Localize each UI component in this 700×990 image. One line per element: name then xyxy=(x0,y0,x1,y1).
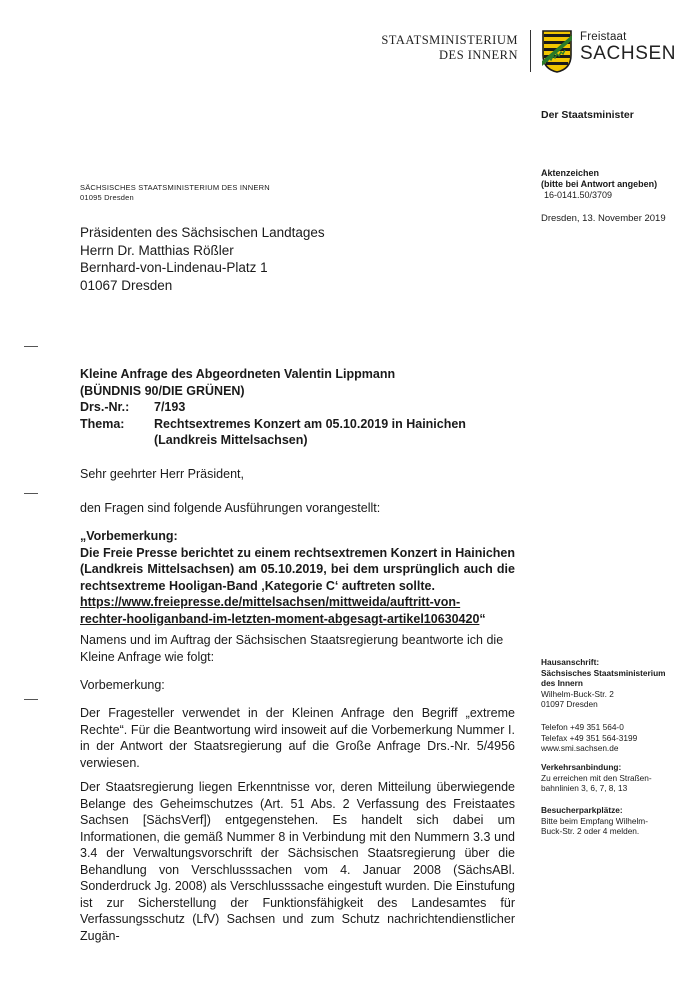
intro-text: den Fragen sind folgende Ausführungen vorangestellt: xyxy=(80,501,381,515)
address-line1: Sächsisches Staatsministerium xyxy=(541,667,666,678)
sidebar-address xyxy=(541,657,681,710)
transport-line2: bahnlinien 3, 6, 7, 8, 13 xyxy=(541,783,628,794)
drs-row xyxy=(80,399,520,416)
drs-label: Drs.-Nr.: xyxy=(80,400,130,414)
reference-hint: (bitte bei Antwort angeben) xyxy=(541,179,658,189)
sender-line1: SÄCHSISCHES STAATSMINISTERIUM DES INNERN xyxy=(80,183,270,192)
sender-line2: 01095 Dresden xyxy=(80,192,134,202)
fold-mark xyxy=(24,699,38,700)
fold-mark xyxy=(24,493,38,494)
transport-label: Verkehrsanbindung: xyxy=(541,762,622,772)
salutation: Sehr geehrter Herr Präsident, xyxy=(80,467,244,481)
remark-heading: Vorbemerkung: xyxy=(80,678,165,692)
quote-heading: „Vorbemerkung: xyxy=(80,529,178,543)
paragraph-2: Der Staatsregierung liegen Erkenntnisse vor, deren Mitteilung überwiegende Belange des Geheimschutzes (Art. 51 Abs. 2 Verfassung des Freistaates Sachsen [SächsVerf]) entgegenstehen. Es handelt sich dabei um Informationen, die gemäß Nummer 8 in Verbindung mit den Nummern 3.3 und 3.4 der Verwaltungsvorschrift der Sächsischen Staatsregierung über die Behandlung von Verschlusssachen vom 4. Januar 2008 (SächsABl. Sonderdruck Jg. 2008) als Verschlusssache eingestuft wurden. Die Einstufung ist zur Sicherstellung der Funktionsfähigkeit des Landesamtes für Verfassungsschutz (LfV) Sachsen und zum Schutz nachrichtendienstlicher Zugän- xyxy=(80,780,515,943)
recipient-line3: Bernhard-von-Lindenau-Platz 1 xyxy=(80,260,268,275)
parking-label: Besucherparkplätze: xyxy=(541,805,623,815)
topic-value: Rechtsextremes Konzert am 05.10.2019 in Hainichen (Landkreis Mittelsachsen) xyxy=(154,416,466,447)
address-line2: des Innern xyxy=(541,678,583,689)
brand-sachsen: SACHSEN xyxy=(580,43,677,64)
paragraph-1: Der Fragesteller verwendet in der Kleinen Anfrage den Begriff „extreme Rechte“. Für die Beantwortung wird insoweit auf die Vorbemerkung Nummer I. in der Antwort der Staatsregierung auf die Große Anfrage Drs.-Nr. 5/4956 verwiesen. xyxy=(80,706,515,770)
sidebar-contact xyxy=(541,722,681,754)
reference-label: Aktenzeichen xyxy=(541,168,600,178)
address-line3: Wilhelm-Buck-Str. 2 xyxy=(541,688,614,699)
transport-line1: Zu erreichen mit den Straßen- xyxy=(541,772,652,783)
minister-title: Der Staatsminister xyxy=(541,109,634,121)
reference-block xyxy=(541,168,657,201)
letter-date: Dresden, 13. November 2019 xyxy=(541,213,666,224)
sidebar-parking xyxy=(541,805,681,837)
quote-text: Die Freie Presse berichtet zu einem rechtsextremen Konzert in Hainichen (Landkreis Mittelsachsen) am 05.10.2019, bei dem ursprünglich auch die rechtsextreme Hooligan-Band ‚Kategorie C‘ auftreten sollte. xyxy=(80,545,515,593)
parking-line1: Bitte beim Empfang Wilhelm- xyxy=(541,815,648,826)
address-line4: 01097 Dresden xyxy=(541,699,598,710)
quoted-question xyxy=(80,528,515,627)
subject-line1: Kleine Anfrage des Abgeordneten Valentin Lippmann xyxy=(80,367,396,381)
ministry-name xyxy=(381,33,518,63)
topic-label: Thema: xyxy=(80,416,125,431)
ministry-name-line2: DES INNERN xyxy=(439,48,518,62)
fax-number: Telefax +49 351 564-3199 xyxy=(541,732,638,743)
subject-line2: (BÜNDNIS 90/DIE GRÜNEN) xyxy=(80,383,245,398)
topic-row xyxy=(80,416,520,449)
header-divider xyxy=(530,30,531,72)
recipient-line2: Herrn Dr. Matthias Rößler xyxy=(80,242,234,258)
subject-block xyxy=(80,366,520,449)
answer-intro: Namens und im Auftrag der Sächsischen Staatsregierung beantworte ich die Kleine Anfrage wie folgt: xyxy=(80,633,504,664)
brand-freistaat: Freistaat xyxy=(580,31,627,43)
sender-line xyxy=(80,183,270,202)
drs-value: 7/193 xyxy=(154,400,186,414)
recipient-address xyxy=(80,224,325,294)
address-label: Hausanschrift: xyxy=(541,657,600,667)
ministry-name-line1: STAATSMINISTERIUM xyxy=(381,33,518,47)
reference-value: 16-0141.50/3709 xyxy=(544,190,613,200)
phone-number: Telefon +49 351 564-0 xyxy=(541,722,624,732)
website-link[interactable]: www.smi.sachsen.de xyxy=(541,743,619,754)
sidebar-transport xyxy=(541,762,681,794)
quote-close: “ xyxy=(479,611,486,626)
saxony-crest-icon xyxy=(541,29,573,73)
fold-mark xyxy=(24,346,38,347)
article-link[interactable]: https://www.freiepresse.de/mittelsachsen/mittweida/auftritt-von- xyxy=(80,595,461,609)
recipient-line4: 01067 Dresden xyxy=(80,277,173,293)
recipient-line1: Präsidenten des Sächsischen Landtages xyxy=(80,225,325,240)
parking-line2: Buck-Str. 2 oder 4 melden. xyxy=(541,826,640,837)
article-link-continued[interactable]: rechter-hooliganband-im-letzten-moment-abgesagt-artikel10630420 xyxy=(80,611,480,626)
